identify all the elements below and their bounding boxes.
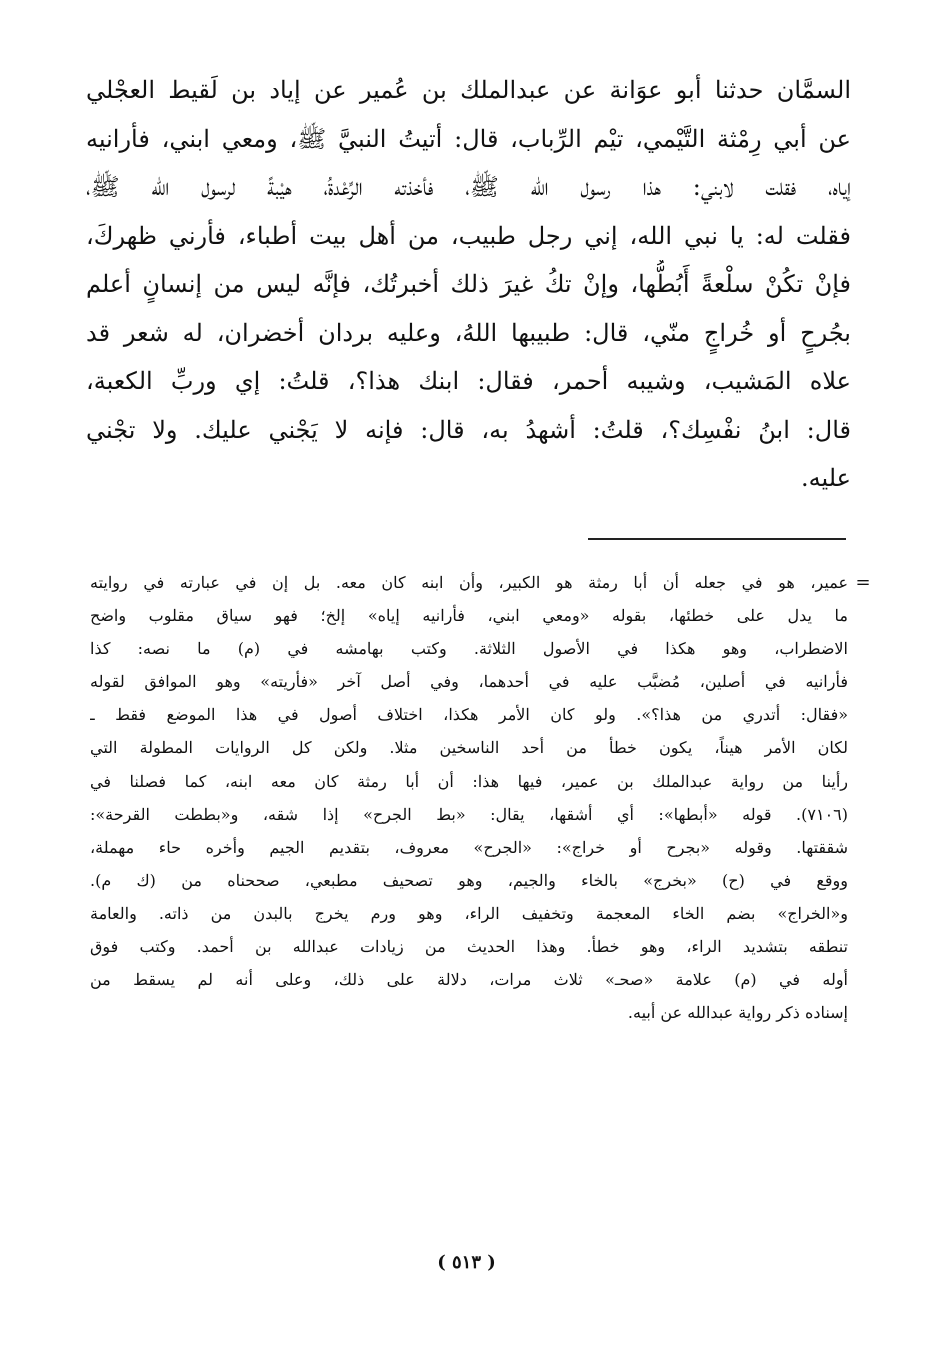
page-number: ( ٥١٣ ) xyxy=(437,1252,496,1273)
footnote-line: فأرانيه في أصلين، مُضبَّب عليه في أحدهما، وفي أصل آخر «فأريته» وهو الموافق لقوله xyxy=(90,672,848,692)
footnote-line: ووقع في (ح) «بخرج» بالخاء والجيم، وهو تصحيف مطبعي، صححناه من (ك م). xyxy=(90,870,848,890)
footnote-line: ما يدل على خطئها، بقوله «ومعي ابني، فأرانيه إياه» إلخ؛ فهو سياق مقلوب واضح xyxy=(90,606,848,626)
footnote-line: تنطقه بتشديد الراء، وهو خطأ. وهذا الحديث من زيادات عبدالله بن أحمد. وكتب فوق xyxy=(90,937,848,957)
hadith-line: بجُرحٍ أو خُراجٍ منّي، قال: طبيبها اللهُ، وعليه بردان أخضران، له شعر قد xyxy=(86,318,851,347)
footnote-divider xyxy=(588,538,846,540)
hadith-line: عن أبي رِمْثة التَّيْمي، تيْم الرِّباب، قال: أتيتُ النبيَّ ﷺ، ومعي ابني، فأرانيه xyxy=(86,124,851,153)
footnotes xyxy=(90,566,848,1029)
footnote-line: (٧١٠٦). قوله «أبطها»: أي أشقها، يقال: «بط الجرح» إذا شقه، و«بططت القرحة»: xyxy=(90,804,848,824)
footnote-line: لكان الأمر هيناً، يكون خطأ من أحد الناسخين مثلا. ولكن كل الروايات المطولة التي xyxy=(90,738,848,758)
footnote-line: «فقال: أتدري من هذا؟». ولو كان الأمر هكذا، اختلاف أصول في هذا الموضع فقط ـ xyxy=(90,705,848,725)
footnote-continuation-marker: = xyxy=(855,572,871,593)
hadith-line: فقلت له: يا نبي الله، إني رجل طبيب، من أهل بيت أطباء، فأرني ظهركَ، xyxy=(86,221,851,250)
footnote-line: رأينا من رواية عبدالملك بن عمير، فيها هذا: أن أبا رمثة كان معه ابنه، كما فصلنا في xyxy=(90,771,848,791)
footnote-line: و«الخراج» بضم الخاء المعجمة وتخفيف الراء، وهو ورم يخرج بالبدن من ذاته. والعامة xyxy=(90,903,848,923)
hadith-line: السمَّان حدثنا أبو عوَانة عن عبدالملك بن عُمير عن إياد بن لَقيط العجْلي xyxy=(86,76,851,104)
footnote-line: إسناده ذكر رواية عبدالله عن أبيه. xyxy=(627,1003,848,1023)
footnote-line: عمير، هو في جعله أن أبا رمثة هو الكبير، وأن ابنه كان معه. بل إن في عبارته في روايته xyxy=(90,573,848,592)
hadith-line: قال: ابنُ نفْسِك؟، قلتُ: أشهدُ به، قال: فإنه لا يَجْني عليك. ولا تجْني xyxy=(86,415,851,444)
footnote-line: أوله في (م) علامة «صحـ» ثلاث مرات، دلالة على ذلك، وعلى أنه لم يسقط من xyxy=(90,970,848,990)
hadith-text xyxy=(86,66,851,503)
hadith-line: علاه المَشيب، وشيبه أحمر، فقال: ابنك هذا؟، قلتُ: إي وربِّ الكعبة، xyxy=(86,367,851,395)
hadith-line: عليه. xyxy=(800,464,851,492)
hadith-line: فإنْ تكُنْ سلْعةً أَبُطُّها، وإنْ تكُ غيرَ ذلك أخبرتُك، فإنَّه ليس من إنسانٍ أعلم xyxy=(86,270,851,298)
footnote-line: الاضطراب، وهو هكذا في الأصول الثلاثة. وكتب بهامشه في (م) ما نصه: كذا xyxy=(90,639,848,659)
hadith-line: إياه، فقلت لابني: هذا رسول الله ﷺ، فأخذته الرِّعْدةُ، هيْبةً لرسول الله ﷺ، xyxy=(86,173,851,201)
footnote-line: شققتها. وقوله «بجرح أو خراج»: «الجرح» معروف، بتقديم الجيم وأخره حاء مهملة، xyxy=(90,837,848,857)
